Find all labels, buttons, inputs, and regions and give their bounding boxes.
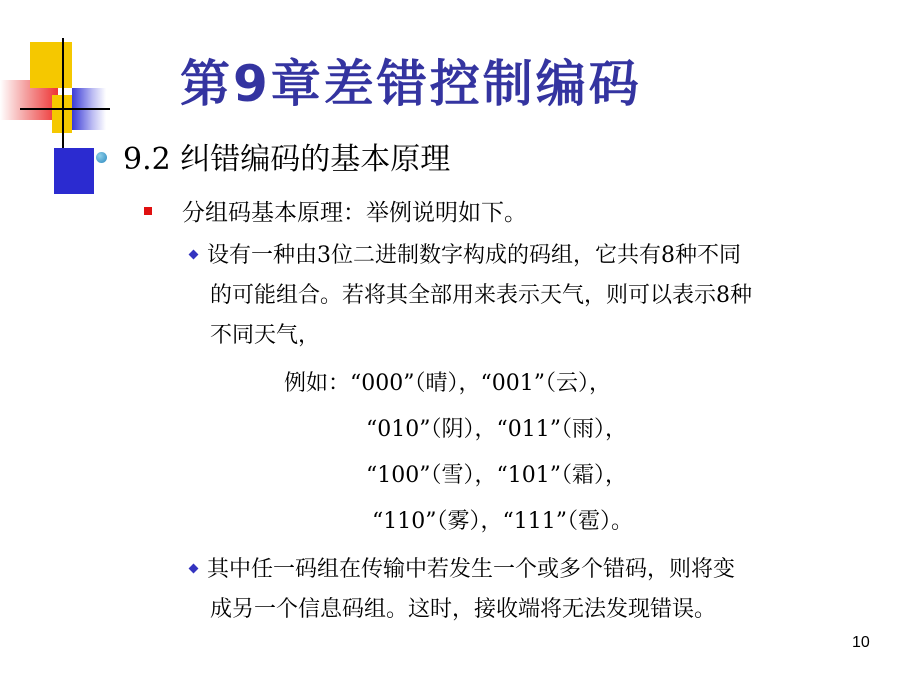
example-row-4: “110”（雾），“111”（雹）。: [372, 509, 633, 534]
bullet-diamond-icon: [189, 564, 199, 574]
example-row-2: “010”（阴），“011”（雨），: [366, 417, 627, 442]
subheading: [144, 194, 527, 227]
bullet-paragraph-2: [190, 550, 880, 630]
bullet-paragraph-1: [190, 236, 880, 356]
bullet1-line2: 的可能组合。若将其全部用来表示天气，则可以表示8种: [210, 283, 752, 308]
decor-yellow-block: [30, 42, 72, 88]
slide-title: 第9章差错控制编码: [180, 55, 642, 113]
bullet1-line3: 不同天气，: [210, 323, 321, 348]
page-number: 10: [852, 634, 870, 651]
bullet2-line2: 成另一个信息码组。这时，接收端将无法发现错误。: [210, 597, 717, 622]
bullet2-line1: 其中任一码组在传输中若发生一个或多个错码，则将变: [207, 557, 736, 582]
bullet-dot-icon: [96, 152, 107, 163]
section-heading-text: 9.2 纠错编码的基本原理: [123, 142, 451, 177]
subheading-text: 分组码基本原理：举例说明如下。: [182, 200, 527, 226]
example-row-3: “100”（雪），“101”（霜），: [366, 463, 627, 488]
bullet-square-icon: [144, 207, 152, 215]
decor-blue-block: [54, 148, 94, 194]
bullet1-line1: 设有一种由3位二进制数字构成的码组，它共有8种不同: [207, 243, 741, 268]
bullet-diamond-icon: [189, 250, 199, 260]
decor-horizontal-line: [20, 108, 110, 110]
example-row-1: 例如：“000”（晴），“001”（云），: [284, 371, 611, 396]
section-heading: [96, 134, 450, 178]
decor-vertical-line: [62, 38, 64, 148]
